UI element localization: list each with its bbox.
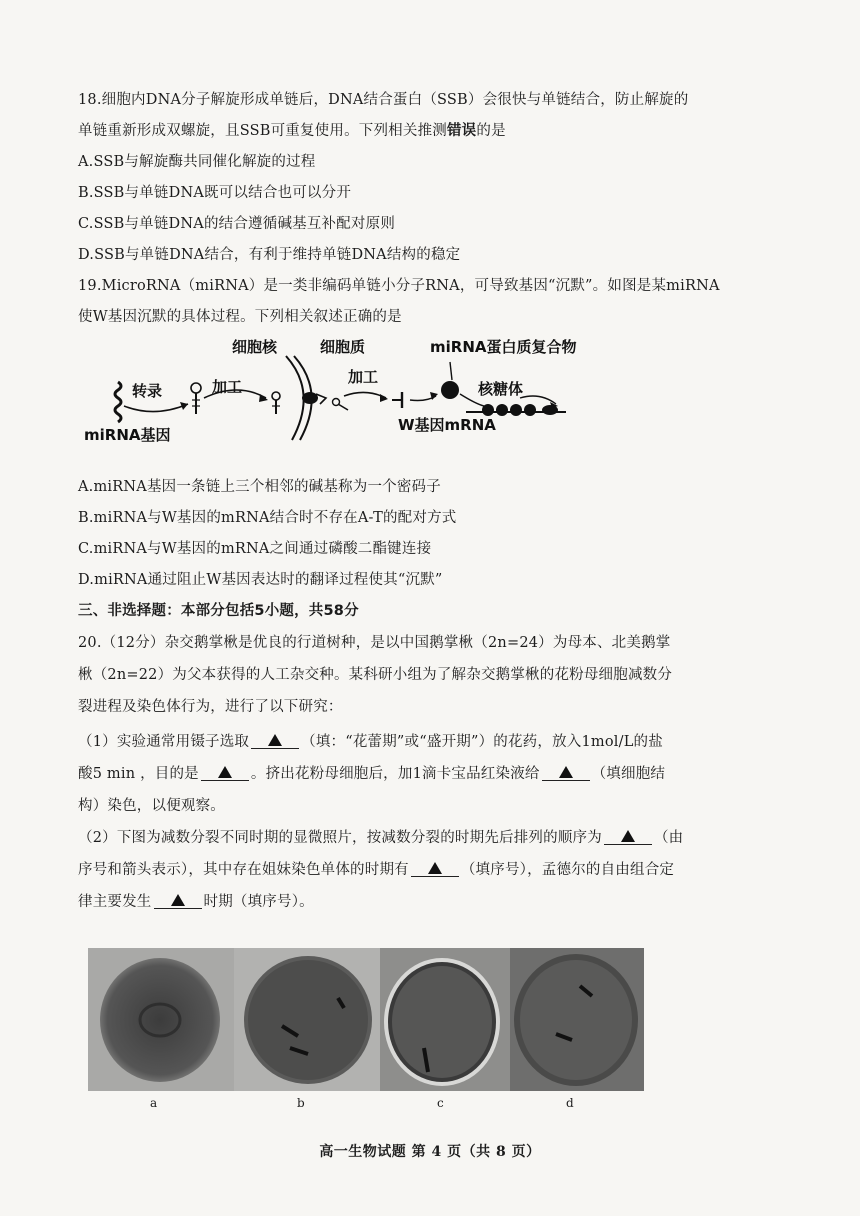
- label-nucleus: 细胞核: [232, 338, 278, 356]
- q20-part1-text-d: 。挤出花粉母细胞后，加1滴卡宝品红染液给: [250, 766, 540, 782]
- label-cytoplasm: 细胞质: [320, 338, 366, 356]
- arrow-transcription: [124, 404, 188, 412]
- triangle-icon: [171, 894, 185, 906]
- micrograph-a: [88, 948, 234, 1091]
- q18-stem-text: 单链重新形成双螺旋，且SSB可重复使用。下列相关推测: [78, 123, 447, 139]
- arrow-processing-2: [344, 392, 386, 398]
- triangle-icon: [428, 862, 442, 874]
- q20-part2-text-c: 序号和箭头表示），其中存在姐妹染色单体的时期有: [78, 862, 409, 878]
- micrograph-c: [380, 948, 510, 1091]
- q20-line3: 裂进程及染色体行为，进行了以下研究：: [78, 699, 343, 715]
- mirna-pathway-diagram: [80, 332, 640, 444]
- q18-option-a: A.SSB与解旋酶共同催化解旋的过程: [78, 154, 316, 170]
- label-ribosome: 核糖体: [478, 380, 524, 398]
- q20-line1: 20.（12分）杂交鹅掌楸是优良的行道树种，是以中国鹅掌楸（2n=24）为母本、北美鹅掌: [78, 635, 671, 651]
- triangle-icon: [621, 830, 635, 842]
- q20-part2-text-e: 律主要发生: [78, 894, 152, 910]
- q19-option-a: A.miRNA基因一条链上三个相邻的碱基称为一个密码子: [78, 479, 441, 495]
- section-3-heading: 三、非选择题：本部分包括5小题，共58分: [78, 603, 359, 619]
- label-processing-2: 加工: [348, 368, 379, 386]
- answer-blank-6[interactable]: [154, 892, 202, 909]
- answer-blank-1[interactable]: [251, 732, 299, 749]
- pre-mirna-hairpin: [272, 392, 280, 414]
- q19-stem-line1: 19.MicroRNA（miRNA）是一类非编码单链小分子RNA，可导致基因“沉默”。如图是某miRNA: [78, 278, 720, 294]
- caption-a: a: [150, 1096, 158, 1110]
- q20-part2-line2: [78, 858, 674, 879]
- q19-option-c: C.miRNA与W基因的mRNA之间通过磷酸二酯键连接: [78, 541, 432, 557]
- q18-stem-line1: 18.细胞内DNA分子解旋形成单链后，DNA结合蛋白（SSB）会很快与单链结合，防止解旋的: [78, 92, 689, 108]
- micrograph-b: [234, 948, 380, 1091]
- q20-part2-text-d: （填序号），孟德尔的自由组合定: [460, 862, 675, 878]
- q19-option-b: B.miRNA与W基因的mRNA结合时不存在A-T的配对方式: [78, 510, 457, 526]
- page-footer: 高一生物试题 第 4 页（共 8 页）: [319, 1144, 541, 1160]
- triangle-icon: [218, 766, 232, 778]
- q20-line2: 楸（2n=22）为父本获得的人工杂交种。某科研小组为了解杂交鹅掌楸的花粉母细胞减数分: [78, 667, 673, 683]
- label-w-mrna: W基因mRNA: [398, 416, 496, 434]
- dna-helix: [115, 382, 121, 422]
- label-mirna-gene: miRNA基因: [84, 426, 171, 444]
- q20-part1-text-e: （填细胞结: [591, 766, 666, 782]
- answer-blank-3[interactable]: [542, 764, 590, 781]
- mature-mirna-duplex: [392, 392, 402, 408]
- answer-blank-4[interactable]: [604, 828, 652, 845]
- q18-option-b: B.SSB与单链DNA既可以结合也可以分开: [78, 185, 352, 201]
- caption-b: b: [297, 1096, 305, 1110]
- q19-stem-line2: 使W基因沉默的具体过程。下列相关叙述正确的是: [78, 309, 402, 325]
- q19-option-d: D.miRNA通过阻止W基因表达时的翻译过程使其“沉默”: [78, 572, 443, 588]
- q20-part1-line2: [78, 762, 665, 783]
- q20-part1-text-c: 酸5 min ，目的是: [78, 766, 199, 782]
- mirna-protein-complex: [441, 381, 459, 399]
- label-complex: miRNA蛋白质复合物: [430, 338, 577, 356]
- caption-c: c: [437, 1096, 444, 1110]
- label-processing-1: 加工: [212, 378, 243, 396]
- q20-part1-line3: 构）染色，以便观察。: [78, 798, 225, 814]
- micrograph-d: [510, 948, 644, 1091]
- nuclear-membrane: [286, 356, 304, 440]
- q20-part1-line1: [78, 730, 663, 751]
- q18-emphasis: 错误: [446, 122, 477, 139]
- caption-d: d: [566, 1096, 574, 1110]
- q20-part1-text-a: （1）实验通常用镊子选取: [78, 734, 250, 750]
- q20-part2-line3: [78, 890, 314, 911]
- triangle-icon: [559, 766, 573, 778]
- nuclear-pore-blob: [302, 392, 318, 404]
- q20-part2-text-b: （由: [653, 830, 684, 846]
- q18-stem-end: 的是: [476, 123, 506, 139]
- triangle-icon: [268, 734, 282, 746]
- q20-part1-text-b: （填：“花蕾期”或“盛开期”）的花药，放入1mol/L的盐: [301, 734, 663, 750]
- micrograph-strip: [88, 948, 644, 1091]
- q18-option-c: C.SSB与单链DNA的结合遵循碱基互补配对原则: [78, 216, 396, 232]
- q20-part2-text-f: 时期（填序号）。: [203, 894, 314, 910]
- answer-blank-2[interactable]: [201, 764, 249, 781]
- ribosomes: [482, 404, 558, 416]
- q20-part2-text-a: （2）下图为减数分裂不同时期的显微照片，按减数分裂的时期先后排列的顺序为: [78, 830, 602, 846]
- q20-part2-line1: [78, 826, 683, 847]
- q18-stem-line2: [78, 119, 506, 140]
- answer-blank-5[interactable]: [411, 860, 459, 877]
- label-transcription: 转录: [132, 382, 163, 400]
- q18-option-d: D.SSB与单链DNA结合，有利于维持单链DNA结构的稳定: [78, 247, 461, 263]
- primary-mirna-hairpin: [191, 383, 201, 414]
